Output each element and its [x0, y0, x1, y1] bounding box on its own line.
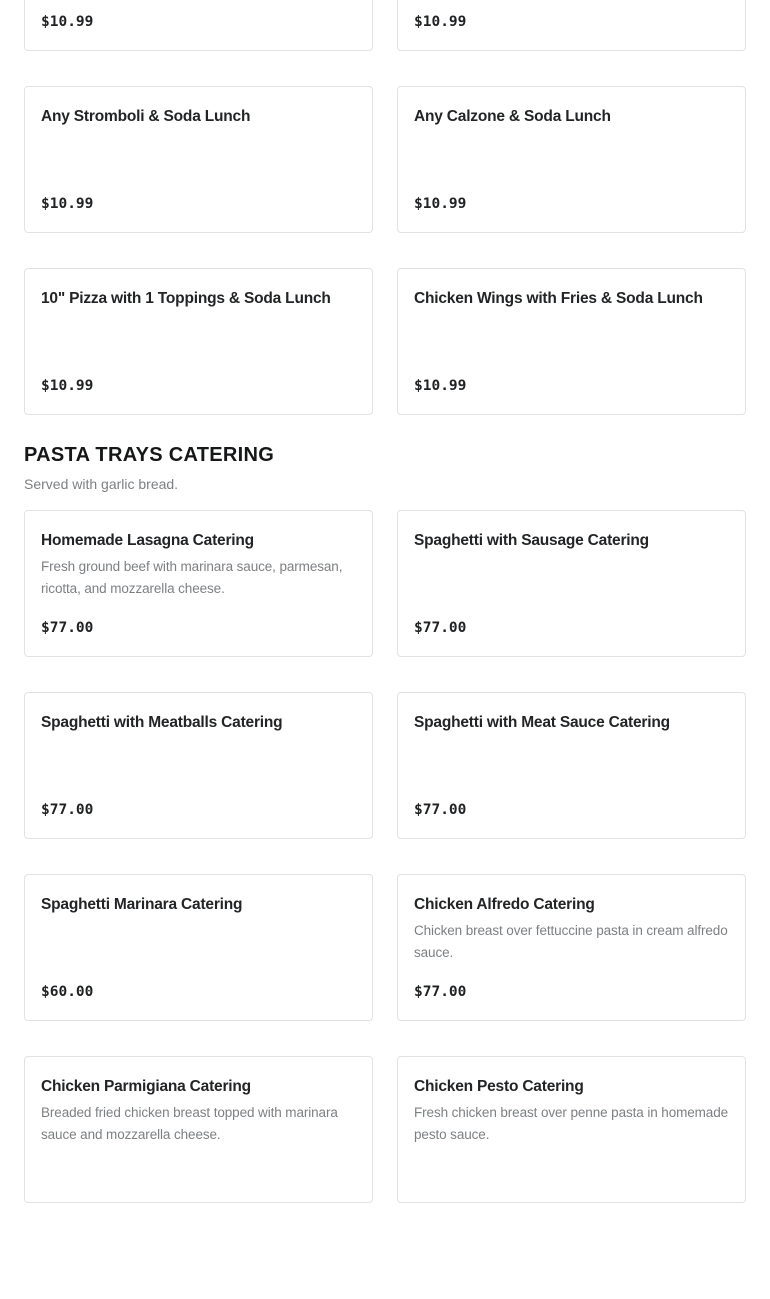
- section-header: [24, 444, 746, 493]
- menu-item-title: 10" Pizza with 1 Toppings & Soda Lunch: [41, 290, 331, 307]
- menu-item-title: Homemade Lasagna Catering: [41, 532, 254, 549]
- menu-item-title: Spaghetti Marinara Catering: [41, 896, 243, 913]
- menu-item-title: Chicken Wings with Fries & Soda Lunch: [414, 290, 703, 307]
- menu-item-description: Breaded fried chicken breast topped with marinara sauce and mozzarella cheese.: [41, 1105, 338, 1142]
- menu-item-price: $77.00: [414, 984, 467, 1000]
- menu-item-description: Fresh chicken breast over penne pasta in homemade pesto sauce.: [414, 1105, 729, 1142]
- menu-item-price: $60.00: [41, 984, 94, 1000]
- menu-item-card[interactable]: [24, 0, 373, 51]
- menu-item-price: $10.99: [414, 14, 467, 30]
- lunch-combos-grid: [24, 0, 746, 415]
- menu-item-card[interactable]: [24, 86, 373, 233]
- menu-item-title: Chicken Alfredo Catering: [414, 896, 595, 913]
- menu-item-price: $10.99: [41, 378, 94, 394]
- menu-item-title: Spaghetti with Meatballs Catering: [41, 714, 283, 731]
- menu-item-card[interactable]: [397, 874, 746, 1021]
- section-heading: PASTA TRAYS CATERING: [24, 444, 275, 466]
- menu-item-card[interactable]: [24, 874, 373, 1021]
- menu-item-title: Spaghetti with Sausage Catering: [414, 532, 649, 549]
- menu-item-card[interactable]: [397, 0, 746, 51]
- menu-item-title: Any Calzone & Soda Lunch: [414, 108, 611, 125]
- menu-item-title: Any Stromboli & Soda Lunch: [41, 108, 251, 125]
- menu-item-card[interactable]: [397, 86, 746, 233]
- menu-item-price: $10.99: [41, 196, 94, 212]
- menu-item-card[interactable]: [24, 1056, 373, 1203]
- menu-item-card[interactable]: [397, 692, 746, 839]
- menu-item-title: Chicken Pesto Catering: [414, 1078, 584, 1095]
- menu-item-price: $77.00: [41, 802, 94, 818]
- menu-item-price: $10.99: [41, 14, 94, 30]
- menu-item-price: $10.99: [414, 196, 467, 212]
- menu-item-title: Chicken Parmigiana Catering: [41, 1078, 251, 1095]
- menu-item-card[interactable]: [397, 510, 746, 657]
- menu-item-price: $10.99: [414, 378, 467, 394]
- menu-item-card[interactable]: [24, 268, 373, 415]
- menu-item-price: $77.00: [414, 620, 467, 636]
- menu-item-card[interactable]: [24, 692, 373, 839]
- menu-item-price: $77.00: [41, 620, 94, 636]
- pasta-trays-grid: [24, 510, 746, 1203]
- menu-item-description: Chicken breast over fettuccine pasta in cream alfredo sauce.: [414, 923, 728, 960]
- menu-item-title: Spaghetti with Meat Sauce Catering: [414, 714, 670, 731]
- menu-item-description: Fresh ground beef with marinara sauce, parmesan, ricotta, and mozzarella cheese.: [41, 559, 343, 596]
- menu-item-card[interactable]: [397, 1056, 746, 1203]
- menu-item-price: $77.00: [414, 802, 467, 818]
- menu-item-card[interactable]: [397, 268, 746, 415]
- menu-item-card[interactable]: [24, 510, 373, 657]
- section-description: Served with garlic bread.: [24, 476, 179, 492]
